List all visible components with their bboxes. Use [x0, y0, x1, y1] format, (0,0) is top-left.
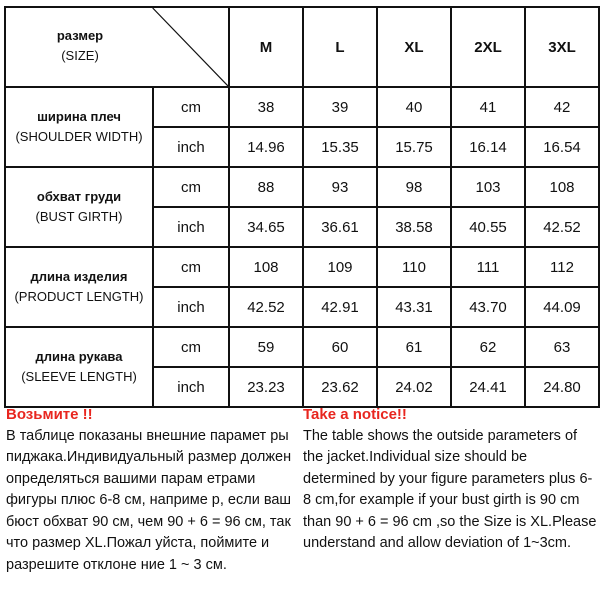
- value-cell: 42.52: [525, 207, 599, 247]
- value-cell: 109: [303, 247, 377, 287]
- value-cell: 24.41: [451, 367, 525, 407]
- value-cell: 111: [451, 247, 525, 287]
- value-cell: 43.31: [377, 287, 451, 327]
- value-cell: 14.96: [229, 127, 303, 167]
- value-cell: 93: [303, 167, 377, 207]
- row-label-product-length: [5, 247, 153, 327]
- row-label-sleeve-length: [5, 327, 153, 407]
- value-cell: 60: [303, 327, 377, 367]
- unit-cm: cm: [153, 167, 229, 207]
- row-label-en: (PRODUCT LENGTH): [14, 289, 144, 304]
- notice-en-heading: Take a notice!!: [303, 406, 407, 423]
- table-row: [5, 167, 599, 207]
- value-cell: 108: [525, 167, 599, 207]
- value-cell: 98: [377, 167, 451, 207]
- value-cell: 38: [229, 87, 303, 127]
- unit-cm: cm: [153, 327, 229, 367]
- unit-inch: inch: [153, 367, 229, 407]
- value-cell: 62: [451, 327, 525, 367]
- size-corner-cell: [5, 7, 229, 87]
- unit-cm: cm: [153, 87, 229, 127]
- size-col-header: L: [303, 7, 377, 87]
- value-cell: 108: [229, 247, 303, 287]
- value-cell: 61: [377, 327, 451, 367]
- size-col-header: 3XL: [525, 7, 599, 87]
- value-cell: 112: [525, 247, 599, 287]
- value-cell: 42: [525, 87, 599, 127]
- value-cell: 110: [377, 247, 451, 287]
- table-row: [5, 327, 599, 367]
- value-cell: 36.61: [303, 207, 377, 247]
- unit-inch: inch: [153, 287, 229, 327]
- value-cell: 63: [525, 327, 599, 367]
- value-cell: 24.80: [525, 367, 599, 407]
- notice-en-text: The table shows the outside parameters of the jacket.Individual size should be determined by your figure parameters plus 6-8 cm,for example if your bust girth is 90 cm than 90 + 6 = 96 cm ,so the Size is XL.Please understand and allow deviation of 1~3cm.: [303, 427, 597, 551]
- value-cell: 24.02: [377, 367, 451, 407]
- row-label-bust-girth: [5, 167, 153, 247]
- value-cell: 41: [451, 87, 525, 127]
- value-cell: 59: [229, 327, 303, 367]
- row-label-en: (SLEEVE LENGTH): [21, 369, 137, 384]
- value-cell: 88: [229, 167, 303, 207]
- value-cell: 15.75: [377, 127, 451, 167]
- table-row: [5, 247, 599, 287]
- value-cell: 103: [451, 167, 525, 207]
- size-header-ru: размер: [56, 28, 104, 43]
- unit-inch: inch: [153, 127, 229, 167]
- table-row: [5, 87, 599, 127]
- value-cell: 15.35: [303, 127, 377, 167]
- row-label-ru: ширина плеч: [37, 109, 121, 124]
- unit-inch: inch: [153, 207, 229, 247]
- notice-ru: [6, 404, 302, 576]
- size-header-label: [10, 26, 150, 66]
- size-col-header: XL: [377, 7, 451, 87]
- row-label-en: (BUST GIRTH): [35, 209, 123, 224]
- value-cell: 23.62: [303, 367, 377, 407]
- value-cell: 42.52: [229, 287, 303, 327]
- notice-en: [303, 404, 599, 555]
- value-cell: 16.54: [525, 127, 599, 167]
- row-label-en: (SHOULDER WIDTH): [15, 129, 143, 144]
- value-cell: 34.65: [229, 207, 303, 247]
- value-cell: 43.70: [451, 287, 525, 327]
- value-cell: 42.91: [303, 287, 377, 327]
- value-cell: 40.55: [451, 207, 525, 247]
- value-cell: 38.58: [377, 207, 451, 247]
- row-label-ru: длина рукава: [35, 349, 123, 364]
- value-cell: 23.23: [229, 367, 303, 407]
- size-col-header: M: [229, 7, 303, 87]
- header-row: [5, 7, 599, 87]
- value-cell: 16.14: [451, 127, 525, 167]
- value-cell: 39: [303, 87, 377, 127]
- row-label-ru: обхват груди: [36, 189, 122, 204]
- notice-ru-text: В таблице показаны внешние парамет ры пиджака.Индивидуальный размер должен определяться вашими парам етрами фигуры плюс 6-8 см, наприме р, если ваш бюст обхват 90 см, чем 90 + 6 = 96 см, так что размер XL.Пожал уйста, поймите и разрешите отклоне ние 1 ~ 3 см.: [6, 427, 292, 573]
- value-cell: 44.09: [525, 287, 599, 327]
- unit-cm: cm: [153, 247, 229, 287]
- size-chart-table: [4, 6, 600, 408]
- size-header-en: (SIZE): [61, 48, 99, 63]
- row-label-shoulder-width: [5, 87, 153, 167]
- value-cell: 40: [377, 87, 451, 127]
- notice-ru-heading: Возьмите !!: [6, 406, 93, 423]
- row-label-ru: длина изделия: [30, 269, 128, 284]
- size-col-header: 2XL: [451, 7, 525, 87]
